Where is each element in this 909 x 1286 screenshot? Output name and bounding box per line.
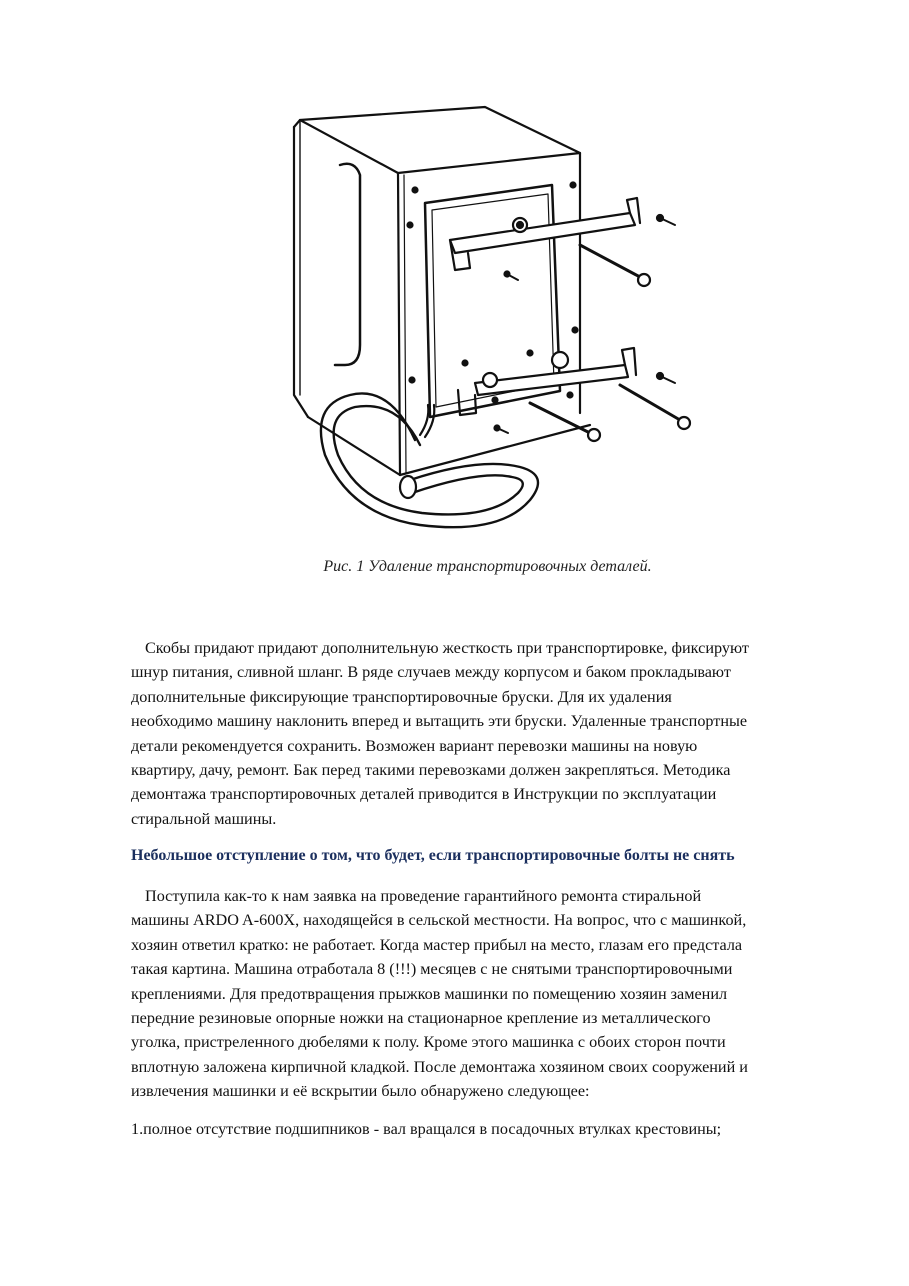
- paragraph-line: уголка, пристреленного дюбелями к полу. Кроме этого машинка с обоих сторон почти: [131, 1033, 726, 1052]
- paragraph-line: Скобы придают придают дополнительную жесткость при транспортировке, фиксируют: [145, 639, 749, 657]
- paragraph-line: шнур питания, сливной шланг. В ряде случаев между корпусом и баком прокладывают: [131, 663, 731, 682]
- list-item: 1.полное отсутствие подшипников - вал вращался в посадочных втулках крестовины;: [131, 1120, 722, 1138]
- paragraph-line: креплениями. Для предотвращения прыжков машинки по помещению хозяин заменил: [131, 984, 728, 1003]
- paragraph-line: передние резиновые опорные ножки на стационарное крепление из металлического: [131, 1009, 711, 1028]
- paragraph-line: такая картина. Машина отработала 8 (!!!) месяцев с не снятыми транспортировочными: [131, 960, 733, 979]
- paragraph-line: детали рекомендуется сохранить. Возможен вариант перевозки машины на новую: [131, 736, 698, 755]
- paragraph-line: стиральной машины.: [131, 809, 277, 828]
- paragraph-line: вплотную заложена кирпичной кладкой. После демонтажа хозяином своих сооружений и: [131, 1057, 748, 1076]
- paragraph-line: извлечения машинки и её вскрытии было обнаружено следующее:: [131, 1082, 590, 1101]
- washing-machine-illustration: [280, 95, 700, 555]
- paragraph-line: необходимо машину наклонить вперед и вытащить эти бруски. Удаленные транспортные: [131, 712, 748, 731]
- figure-caption: Рис. 1 Удаление транспортировочных деталей.: [323, 558, 652, 575]
- paragraph-line: машины ARDO A-600X, находящейся в сельской местности. На вопрос, что с машинкой,: [131, 911, 747, 930]
- section-heading: Небольшое отступление о том, что будет, если транспортировочные болты не снять: [131, 847, 735, 864]
- paragraph-line: демонтажа транспортировочных деталей приводится в Инструкции по эксплуатации: [131, 785, 717, 804]
- paragraph-line: дополнительные фиксирующие транспортировочные бруски. Для их удаления: [131, 687, 672, 706]
- paragraph-repair-story: [131, 884, 843, 1104]
- paragraph-line: хозяин ответил кратко: не работает. Когда мастер прибыл на место, глазам его предстала: [131, 935, 743, 954]
- paragraph-line: квартиру, дачу, ремонт. Бак перед такими перевозками должен закрепляться. Методика: [131, 761, 731, 780]
- paragraph-line: Поступила как-то к нам заявка на проведение гарантийного ремонта стиральной: [145, 887, 702, 905]
- paragraph-transport-brackets: [131, 636, 843, 831]
